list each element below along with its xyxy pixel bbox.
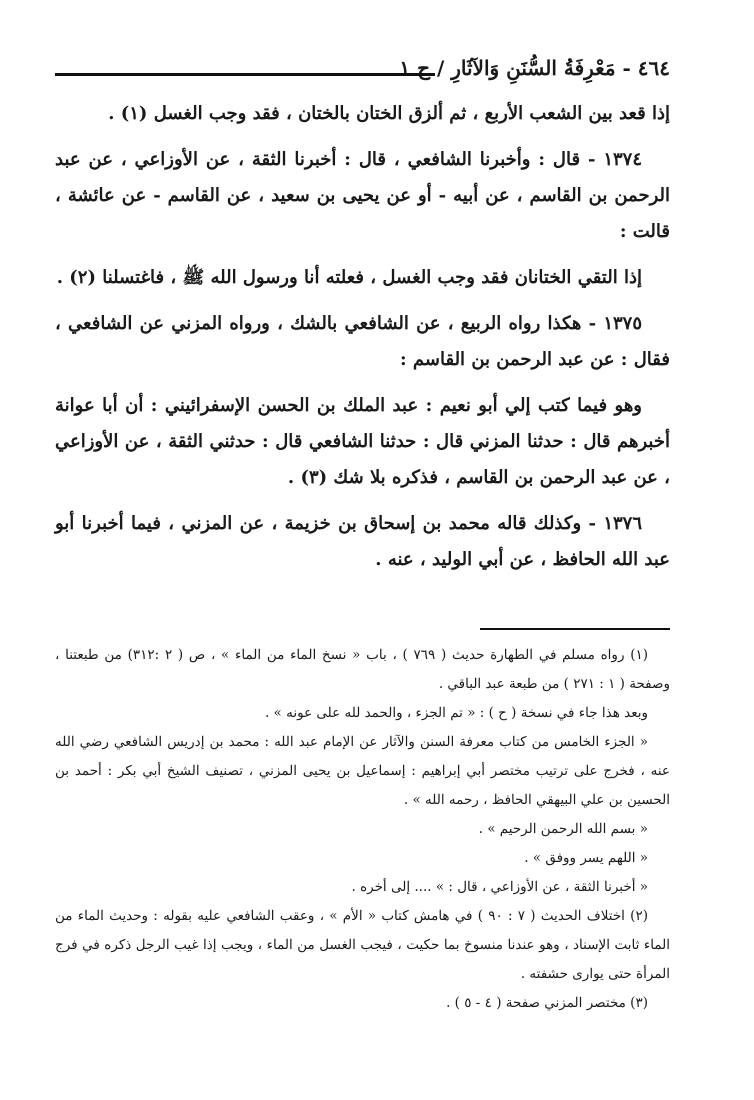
header-rule	[55, 73, 435, 76]
paragraph-1375: ١٣٧٥ - هكذا رواه الربيع ، عن الشافعي بالشك ، ورواه المزني عن الشافعي ، فقال : عن عبد الرحمن بن القاسم :	[55, 313, 670, 370]
footnote-separator	[480, 628, 670, 630]
page-header	[55, 56, 670, 92]
main-text	[55, 96, 670, 588]
paragraph-1374: ١٣٧٤ - قال : وأخبرنا الشافعي ، قال : أخبرنا الثقة ، عن الأوزاعي ، عن عبد الرحمن بن القاسم ، عن أبيه - أو عن يحيى بن سعيد ، عن القاسم - عن عائشة ، قالت :	[55, 149, 670, 242]
paragraph-abu-nuaym: وهو فيما كتب إلي أبو نعيم : عبد الملك بن الحسن الإسفرائيني : أن أبا عوانة أخبرهم قال : حدثنا المزني قال : حدثنا الشافعي قال : حدثني الثقة ، عن الأوزاعي ، عن عبد الرحمن بن القاسم ، فذكره بلا شك (٣) .	[55, 395, 670, 488]
paragraph-1376: ١٣٧٦ - وكذلك قاله محمد بن إسحاق بن خزيمة ، عن المزني ، فيما أخبرنا أبو عبد الله الحافظ ، عن أبي الوليد ، عنه .	[55, 513, 670, 570]
footnotes	[55, 641, 670, 1018]
footnote-1-dua: « اللهم يسر ووفق » .	[524, 850, 648, 866]
footnote-1-basmala: « بسم الله الرحمن الرحيم » .	[478, 821, 648, 837]
running-head: ٤٦٤ - مَعْرِفَةُ السُّنَنِ وَالآثَارِ / ج ١	[399, 56, 670, 80]
footnote-1-note: وبعد هذا جاء في نسخة ( ح ) : « تم الجزء ، والحمد لله على عونه » .	[264, 705, 648, 721]
paragraph-hadith-aisha: إذا التقي الختانان فقد وجب الغسل ، فعلته أنا ورسول الله ﷺ ، فاغتسلنا (٢) .	[56, 267, 642, 288]
footnote-3: (٣) مختصر المزني صفحة ( ٤ - ٥ ) .	[446, 995, 648, 1011]
footnote-2: (٢) اختلاف الحديث ( ٧ : ٩٠ ) في هامش كتاب « الأم » ، وعقب الشافعي عليه بقوله : وحديث الماء من الماء ثابت الإسناد ، وهو عندنا منسوخ بما حكيت ، فيجب الغسل من الماء ، ويجب إذا غيب الرجل ذكره في فرج المرأة حتى يوارى حشفته .	[55, 908, 670, 982]
footnote-1: (١) رواه مسلم في الطهارة حديث ( ٧٦٩ ) ، باب « نسخ الماء من الماء » ، ص ( ٢ :٣١٢) من طبعتنا ، وصفحة ( ١ : ٢٧١ ) من طبعة عبد الباقي .	[55, 647, 670, 692]
paragraph-1: إذا قعد بين الشعب الأربع ، ثم ألزق الختان بالختان ، فقد وجب الغسل (١) .	[108, 103, 670, 124]
footnote-1-colophon: « الجزء الخامس من كتاب معرفة السنن والآثار عن الإمام عبد الله : محمد بن إدريس الشافعي رضي الله عنه ، فخرج على ترتيب مختصر أبي إبراهيم : إسماعيل بن يحيى المزني ، تصنيف الشيخ أبي بكر : أحمد بن الحسين بن علي البيهقي الحافظ ، رحمه الله » .	[55, 734, 670, 808]
footnote-1-isnad: « أخبرنا الثقة ، عن الأوزاعي ، قال : » .... إلى أخره .	[351, 879, 648, 895]
